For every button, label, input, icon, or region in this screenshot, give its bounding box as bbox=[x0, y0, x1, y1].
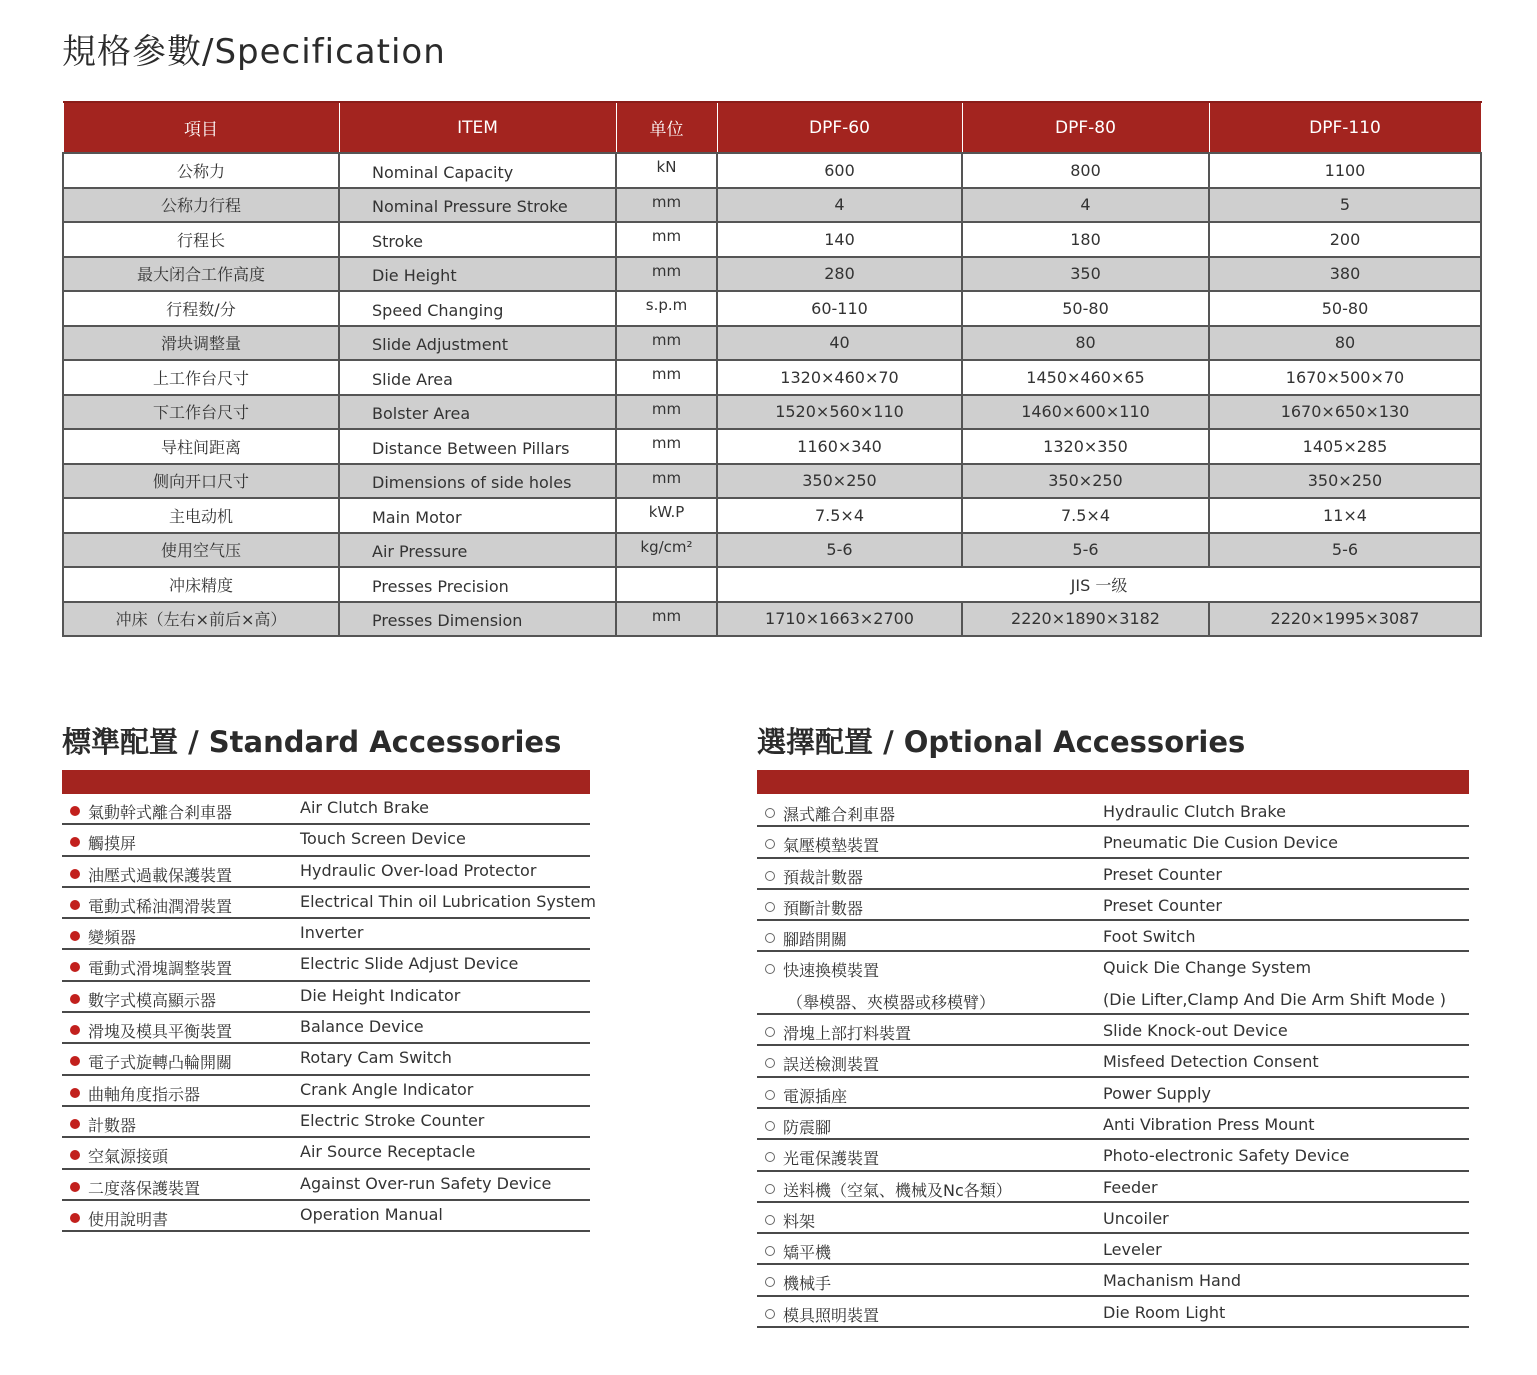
accessory-name-zh: 數字式模高顯示器 bbox=[88, 990, 217, 1010]
unit-cell: mm bbox=[616, 602, 717, 637]
value-dpf-110: 80 bbox=[1209, 326, 1481, 361]
bullet-circle-icon bbox=[765, 871, 775, 881]
value-dpf-60: 1160×340 bbox=[717, 429, 962, 464]
accessory-name-en: Hydraulic Clutch Brake bbox=[1103, 802, 1286, 821]
bullet-dot-icon bbox=[70, 1025, 80, 1035]
item-name-zh: 使用空气压 bbox=[63, 533, 339, 568]
list-item bbox=[757, 1140, 1469, 1171]
item-name-en: Distance Between Pillars bbox=[339, 429, 616, 464]
accessory-name-en: Photo-electronic Safety Device bbox=[1103, 1146, 1350, 1166]
accessory-name-en: Anti Vibration Press Mount bbox=[1103, 1114, 1315, 1134]
table-row bbox=[63, 533, 1481, 568]
accessory-name-zh: 腳踏開關 bbox=[783, 930, 848, 950]
list-item bbox=[62, 1170, 590, 1201]
value-dpf-110: 1100 bbox=[1209, 153, 1481, 188]
bullet-circle-icon bbox=[765, 1058, 775, 1068]
bullet-circle-icon bbox=[765, 933, 775, 943]
list-item bbox=[757, 827, 1469, 858]
item-name-zh: 上工作台尺寸 bbox=[63, 360, 339, 395]
header-cell: 单位 bbox=[616, 102, 717, 153]
accessory-name-zh: 電源插座 bbox=[783, 1086, 848, 1106]
header-cell: ITEM bbox=[339, 102, 616, 153]
accessory-name-zh: 空氣源接頭 bbox=[88, 1147, 169, 1167]
accessory-name-en: Air Clutch Brake bbox=[300, 798, 430, 817]
list-item bbox=[62, 888, 596, 919]
accessory-name-en: Air Source Receptacle bbox=[300, 1142, 476, 1162]
accessory-name-en: Electric Stroke Counter bbox=[300, 1110, 485, 1130]
value-dpf-110: 50-80 bbox=[1209, 291, 1481, 326]
accessory-name-zh: 計數器 bbox=[88, 1115, 137, 1135]
list-item bbox=[757, 1109, 1469, 1140]
item-name-en: Die Height bbox=[339, 257, 616, 292]
header-cell: DPF-60 bbox=[717, 102, 962, 153]
accessory-name-zh: 二度落保護裝置 bbox=[88, 1178, 201, 1198]
accessory-name-en: Touch Screen Device bbox=[300, 829, 466, 849]
bullet-dot-icon bbox=[70, 1182, 80, 1192]
accessory-name-zh: 快速換模裝置 bbox=[783, 961, 880, 981]
accessory-name-zh: 觸摸屏 bbox=[88, 834, 137, 854]
header-cell: DPF-110 bbox=[1209, 102, 1481, 153]
list-item bbox=[62, 857, 590, 888]
item-name-zh: 冲床（左右×前后×高） bbox=[63, 602, 339, 637]
value-dpf-60: 7.5×4 bbox=[717, 498, 962, 533]
value-dpf-60: 1520×560×110 bbox=[717, 395, 962, 430]
item-name-en: Slide Area bbox=[339, 360, 616, 395]
value-dpf-80: 1460×600×110 bbox=[962, 395, 1209, 430]
item-name-zh: 下工作台尺寸 bbox=[63, 395, 339, 430]
value-dpf-60: 600 bbox=[717, 153, 962, 188]
list-item bbox=[62, 950, 590, 981]
table-row bbox=[63, 498, 1481, 533]
value-dpf-60: 1320×460×70 bbox=[717, 360, 962, 395]
accessory-name-zh: 滑塊上部打料裝置 bbox=[783, 1024, 912, 1044]
standard-accessories-title: 標準配置 / Standard Accessories bbox=[62, 725, 562, 759]
accessory-name-en: Inverter bbox=[300, 923, 364, 943]
bullet-circle-icon bbox=[765, 1277, 775, 1287]
accessory-name-zh: 濕式離合剎車器 bbox=[783, 805, 896, 824]
item-name-zh: 冲床精度 bbox=[63, 567, 339, 602]
accessory-name-en: Machanism Hand bbox=[1103, 1271, 1242, 1291]
item-name-en: Nominal Pressure Stroke bbox=[339, 188, 616, 223]
bullet-circle-icon bbox=[765, 964, 775, 974]
item-name-zh: 公称力行程 bbox=[63, 188, 339, 223]
accessory-name-en: Foot Switch bbox=[1103, 927, 1196, 947]
table-row bbox=[63, 291, 1481, 326]
bullet-circle-icon bbox=[765, 1152, 775, 1162]
table-row bbox=[63, 429, 1481, 464]
list-item bbox=[62, 1044, 590, 1075]
table-row bbox=[63, 464, 1481, 499]
value-dpf-110: 1405×285 bbox=[1209, 429, 1481, 464]
list-item bbox=[757, 1234, 1469, 1265]
value-dpf-80: 800 bbox=[962, 153, 1209, 188]
accessory-name-zh: 電子式旋轉凸輪開關 bbox=[88, 1053, 233, 1073]
value-dpf-80: 4 bbox=[962, 188, 1209, 223]
accessory-name-en: Leveler bbox=[1103, 1240, 1162, 1260]
unit-cell: kN bbox=[616, 153, 717, 188]
bullet-circle-icon bbox=[765, 808, 775, 818]
item-name-en: Presses Dimension bbox=[339, 602, 616, 637]
accessory-name-zh: 光電保護裝置 bbox=[783, 1149, 880, 1169]
accessory-name-zh: 矯平機 bbox=[783, 1243, 832, 1263]
item-name-zh: 导柱间距离 bbox=[63, 429, 339, 464]
accessory-name-en: Hydraulic Over-load Protector bbox=[300, 860, 537, 880]
value-dpf-60: 280 bbox=[717, 257, 962, 292]
value-dpf-80: 180 bbox=[962, 222, 1209, 257]
list-item bbox=[757, 921, 1469, 952]
value-dpf-60: 350×250 bbox=[717, 464, 962, 499]
bullet-circle-icon bbox=[765, 1184, 775, 1194]
table-row bbox=[63, 222, 1481, 257]
accessory-name-zh: 變頻器 bbox=[88, 928, 137, 948]
accessory-name-en: Feeder bbox=[1103, 1177, 1158, 1197]
page-title: 規格參數/Specification bbox=[62, 32, 446, 72]
list-item bbox=[62, 1201, 590, 1232]
unit-cell bbox=[616, 567, 717, 602]
value-dpf-80: 80 bbox=[962, 326, 1209, 361]
unit-cell: mm bbox=[616, 326, 717, 361]
bullet-dot-icon bbox=[70, 1119, 80, 1129]
accessory-name-en: Electric Slide Adjust Device bbox=[300, 954, 519, 974]
value-dpf-80: 5-6 bbox=[962, 533, 1209, 568]
table-row bbox=[63, 395, 1481, 430]
merged-value-cell: JIS 一级 bbox=[717, 567, 1481, 602]
table-row bbox=[63, 326, 1481, 361]
value-dpf-80: 1320×350 bbox=[962, 429, 1209, 464]
item-name-en: Stroke bbox=[339, 222, 616, 257]
unit-cell: s.p.m bbox=[616, 291, 717, 326]
unit-cell: mm bbox=[616, 395, 717, 430]
list-item bbox=[62, 794, 590, 825]
bullet-circle-icon bbox=[765, 1246, 775, 1256]
bullet-dot-icon bbox=[70, 1150, 80, 1160]
list-item bbox=[757, 1172, 1469, 1203]
value-dpf-60: 4 bbox=[717, 188, 962, 223]
accessory-name-en: Power Supply bbox=[1103, 1083, 1211, 1103]
bullet-dot-icon bbox=[70, 962, 80, 972]
accessory-name-zh: 預斷計數器 bbox=[783, 898, 864, 918]
accessory-name-en: Balance Device bbox=[300, 1017, 424, 1037]
item-name-en: Bolster Area bbox=[339, 395, 616, 430]
accessory-name-en: Rotary Cam Switch bbox=[300, 1048, 452, 1068]
item-name-zh: 主电动机 bbox=[63, 498, 339, 533]
list-item bbox=[62, 919, 590, 950]
accessory-name-en: Quick Die Change System bbox=[1103, 958, 1312, 978]
value-dpf-80: 1450×460×65 bbox=[962, 360, 1209, 395]
table-row bbox=[63, 567, 1481, 602]
list-item bbox=[62, 1013, 590, 1044]
optional-accessories-title: 選擇配置 / Optional Accessories bbox=[757, 725, 1246, 759]
accessory-name-zh: （舉模器、夾模器或移模臂） bbox=[787, 992, 996, 1012]
unit-cell: mm bbox=[616, 222, 717, 257]
accessory-name-zh: 誤送檢測裝置 bbox=[783, 1055, 880, 1075]
accessory-name-zh: 氣壓模墊裝置 bbox=[783, 836, 880, 856]
accessory-name-en: Electrical Thin oil Lubrication System bbox=[300, 891, 596, 911]
bullet-dot-icon bbox=[70, 994, 80, 1004]
item-name-en: Dimensions of side holes bbox=[339, 464, 616, 499]
bullet-circle-icon bbox=[765, 1027, 775, 1037]
list-item bbox=[757, 952, 1469, 983]
item-name-en: Main Motor bbox=[339, 498, 616, 533]
bullet-circle-icon bbox=[765, 1121, 775, 1131]
value-dpf-110: 5 bbox=[1209, 188, 1481, 223]
value-dpf-60: 5-6 bbox=[717, 533, 962, 568]
value-dpf-110: 380 bbox=[1209, 257, 1481, 292]
accessory-name-zh: 模具照明裝置 bbox=[783, 1305, 880, 1325]
value-dpf-110: 5-6 bbox=[1209, 533, 1481, 568]
accessory-name-en: Operation Manual bbox=[300, 1204, 443, 1224]
item-name-zh: 侧向开口尺寸 bbox=[63, 464, 339, 499]
accessory-name-zh: 防震腳 bbox=[783, 1117, 832, 1137]
bullet-dot-icon bbox=[70, 1088, 80, 1098]
list-item bbox=[62, 982, 590, 1013]
value-dpf-80: 2220×1890×3182 bbox=[962, 602, 1209, 637]
optional-accessories-list bbox=[757, 796, 1469, 1328]
bullet-dot-icon bbox=[70, 806, 80, 816]
value-dpf-80: 7.5×4 bbox=[962, 498, 1209, 533]
bullet-dot-icon bbox=[70, 837, 80, 847]
item-name-en: Air Pressure bbox=[339, 533, 616, 568]
item-name-zh: 最大闭合工作高度 bbox=[63, 257, 339, 292]
list-item bbox=[757, 984, 1469, 1015]
accessory-name-zh: 使用說明書 bbox=[88, 1209, 169, 1229]
accessory-name-zh: 送料機（空氣、機械及Nc各類） bbox=[783, 1180, 1012, 1200]
accessory-name-zh: 電動式滑塊調整裝置 bbox=[88, 959, 233, 979]
accessory-name-zh: 油壓式過載保護裝置 bbox=[88, 865, 233, 885]
item-name-zh: 公称力 bbox=[63, 153, 339, 188]
bullet-circle-icon bbox=[765, 902, 775, 912]
value-dpf-110: 1670×500×70 bbox=[1209, 360, 1481, 395]
value-dpf-60: 60-110 bbox=[717, 291, 962, 326]
accessory-name-en: Against Over-run Safety Device bbox=[300, 1173, 552, 1193]
unit-cell: kW.P bbox=[616, 498, 717, 533]
unit-cell: mm bbox=[616, 429, 717, 464]
unit-cell: mm bbox=[616, 464, 717, 499]
accessory-name-en: Die Room Light bbox=[1103, 1302, 1226, 1322]
accessory-name-zh: 預裁計數器 bbox=[783, 867, 864, 887]
bullet-circle-icon bbox=[765, 1090, 775, 1100]
accessory-name-en: (Die Lifter,Clamp And Die Arm Shift Mode ) bbox=[1103, 989, 1446, 1009]
value-dpf-60: 40 bbox=[717, 326, 962, 361]
value-dpf-80: 350 bbox=[962, 257, 1209, 292]
accessory-name-zh: 電動式稀油潤滑裝置 bbox=[88, 896, 233, 916]
list-item bbox=[62, 1107, 590, 1138]
value-dpf-110: 200 bbox=[1209, 222, 1481, 257]
value-dpf-80: 50-80 bbox=[962, 291, 1209, 326]
standard-accessories-list bbox=[62, 794, 596, 1232]
item-name-en: Speed Changing bbox=[339, 291, 616, 326]
accessory-name-en: Preset Counter bbox=[1103, 895, 1222, 915]
list-item bbox=[757, 796, 1469, 827]
header-cell: DPF-80 bbox=[962, 102, 1209, 153]
table-row bbox=[63, 153, 1481, 188]
accessory-name-zh: 曲軸角度指示器 bbox=[88, 1084, 201, 1104]
accessory-name-en: Pneumatic Die Cusion Device bbox=[1103, 833, 1339, 853]
value-dpf-110: 11×4 bbox=[1209, 498, 1481, 533]
accessory-name-zh: 氣動幹式離合剎車器 bbox=[88, 803, 233, 822]
accessory-name-en: Slide Knock-out Device bbox=[1103, 1021, 1288, 1041]
list-item bbox=[757, 1046, 1469, 1077]
item-name-en: Nominal Capacity bbox=[339, 153, 616, 188]
optional-accessories-bar bbox=[757, 770, 1469, 794]
accessory-name-en: Preset Counter bbox=[1103, 864, 1222, 884]
accessory-name-en: Crank Angle Indicator bbox=[300, 1079, 474, 1099]
value-dpf-60: 1710×1663×2700 bbox=[717, 602, 962, 637]
bullet-dot-icon bbox=[70, 1213, 80, 1223]
item-name-en: Presses Precision bbox=[339, 567, 616, 602]
accessory-name-zh: 料架 bbox=[783, 1211, 816, 1231]
list-item bbox=[757, 1015, 1469, 1046]
bullet-dot-icon bbox=[70, 1056, 80, 1066]
specification-table bbox=[62, 101, 1482, 637]
list-item bbox=[62, 825, 590, 856]
value-dpf-60: 140 bbox=[717, 222, 962, 257]
item-name-en: Slide Adjustment bbox=[339, 326, 616, 361]
item-name-zh: 滑块调整量 bbox=[63, 326, 339, 361]
table-row bbox=[63, 360, 1481, 395]
header-cell: 項目 bbox=[63, 102, 339, 153]
table-header-row bbox=[63, 102, 1481, 153]
accessory-name-en: Die Height Indicator bbox=[300, 985, 461, 1005]
item-name-zh: 行程长 bbox=[63, 222, 339, 257]
unit-cell: mm bbox=[616, 188, 717, 223]
value-dpf-110: 2220×1995×3087 bbox=[1209, 602, 1481, 637]
list-item bbox=[757, 1078, 1469, 1109]
value-dpf-110: 350×250 bbox=[1209, 464, 1481, 499]
bullet-dot-icon bbox=[70, 869, 80, 879]
standard-accessories-bar bbox=[62, 770, 590, 794]
list-item bbox=[757, 1203, 1469, 1234]
accessory-name-en: Uncoiler bbox=[1103, 1208, 1169, 1228]
list-item bbox=[757, 859, 1469, 890]
list-item bbox=[62, 1138, 590, 1169]
bullet-dot-icon bbox=[70, 931, 80, 941]
table-row bbox=[63, 188, 1481, 223]
bullet-circle-icon bbox=[765, 1215, 775, 1225]
value-dpf-110: 1670×650×130 bbox=[1209, 395, 1481, 430]
unit-cell: mm bbox=[616, 257, 717, 292]
value-dpf-80: 350×250 bbox=[962, 464, 1209, 499]
table-row bbox=[63, 602, 1481, 637]
bullet-dot-icon bbox=[70, 900, 80, 910]
list-item bbox=[757, 1265, 1469, 1296]
accessory-name-en: Misfeed Detection Consent bbox=[1103, 1052, 1319, 1072]
list-item bbox=[757, 1297, 1469, 1328]
unit-cell: kg/cm² bbox=[616, 533, 717, 568]
list-item bbox=[62, 1076, 590, 1107]
list-item bbox=[757, 890, 1469, 921]
item-name-zh: 行程数/分 bbox=[63, 291, 339, 326]
bullet-circle-icon bbox=[765, 839, 775, 849]
accessory-name-zh: 滑塊及模具平衡裝置 bbox=[88, 1022, 233, 1042]
unit-cell: mm bbox=[616, 360, 717, 395]
accessory-name-zh: 機械手 bbox=[783, 1274, 832, 1294]
bullet-circle-icon bbox=[765, 1309, 775, 1319]
table-row bbox=[63, 257, 1481, 292]
